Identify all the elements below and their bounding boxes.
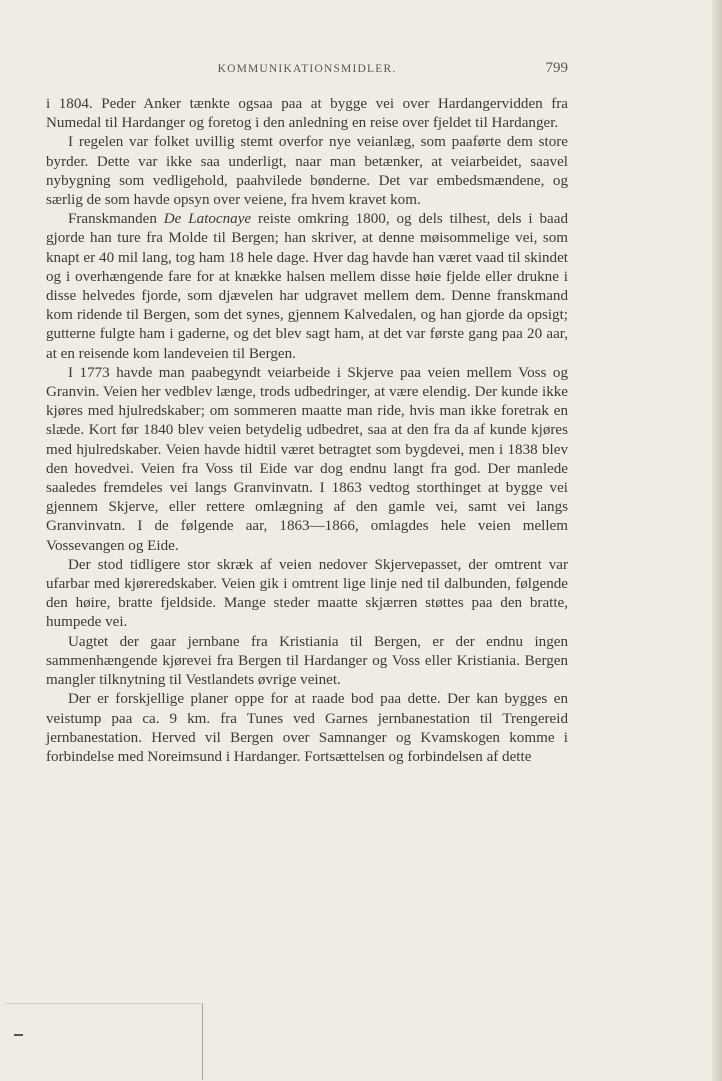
paragraph-7: Der er forskjellige planer oppe for at raade bod paa dette. Der kan bygges en veistump paa ca. 9 km. fra Tunes ved Garnes jernbanestation til Trengereid jernbanestation. Herved vil Bergen over Samnanger og Kvamskogen komme i forbindelse med Noreimsund i Hardanger. Fortsættelsen og forbindelsen af dette	[46, 691, 568, 765]
page-number: 799	[545, 60, 568, 76]
body-text	[46, 95, 568, 767]
running-title: KOMMUNIKATIONSMIDLER.	[217, 63, 397, 75]
paragraph-1: i 1804. Peder Anker tænkte ogsaa paa at bygge vei over Hardangervidden fra Numedal til Hardanger og foretog i den anledning en reise over fjeldet til Hardanger.	[46, 96, 568, 132]
page-edge	[712, 0, 722, 1081]
paragraph-3	[46, 210, 568, 364]
paragraph-5: Der stod tidligere stor skræk af veien nedover Skjervepasset, der omtrent var ufarbar med kjøreredskaber. Veien gik i omtrent lige linje ned til dalbunden, følgende den høire, bratte fjeldside. Mange steder maatte skjærren støttes paa den bratte, humpede vei.	[46, 556, 568, 631]
paragraph-2: I regelen var folket uvillig stemt overfor nye veianlæg, som paaførte dem store byrder. Dette var ikke saa underligt, naar man betænker, at veiarbeidet, saavel nybygning som vedligehold, paahvilede bønderne. Det var embedsmændene, og særlig de som havde opsyn over veiene, fra hvem kravet kom.	[46, 134, 568, 209]
paragraph-3-rest: reiste omkring 1800, og dels tilhest, dels i baad gjorde han ture fra Molde til Bergen; han skriver, at denne møisommelige vei, som knapt er 40 mil lang, tog ham 18 hele dage. Hver dag havde han været vaad til skindet og i overhængende fare for at knække halsen mellem disse høie fjelde eller drukne i disse helvedes fjorde, som djævelen har udgravet mellem dem. Denne franskmand kom ridende til Bergen, som det synes, gjennem Kalvedalen, og han gjorde da opsigt; gutterne fulgte ham i gaderne, og det blev sagt ham, at det var første gang paa 20 aar, at en reisende kom landeveien til Bergen.	[46, 211, 568, 362]
scan-corner-mark	[14, 1034, 23, 1036]
paragraph-3-start: Franskmanden	[68, 211, 164, 228]
author-name-italic: De Latocnaye	[163, 211, 252, 228]
paragraph-6: Uagtet der gaar jernbane fra Kristiania til Bergen, er der endnu ingen sammenhængende kjørevei fra Bergen til Hardanger og Voss eller Kristiania. Bergen mangler tilknytning til Vestlandets øvrige veinet.	[46, 633, 568, 689]
page-header	[46, 60, 568, 82]
scan-corner-box	[6, 1003, 203, 1080]
paragraph-4: I 1773 havde man paabegyndt veiarbeide i Skjerve paa veien mellem Voss og Granvin. Veien her vedblev længe, trods udbedringer, at være elendig. Der kunde ikke kjøres med hjulredskaber; om sommeren maatte man ride, hvis man ikke foretrak en slæde. Kort før 1840 blev veien betydelig udbedret, saa at den fra da af kunde kjøres med hjulredskaber. Veien havde hidtil været betragtet som bygdevei, men i 1838 blev den hovedvei. Veien fra Voss til Eide var dog endnu langt fra god. Der manlede saaledes fremdeles vei langs Granvinvatn. I 1863 vedtog storthinget at bygge vei gjennem Skjerve, eller rettere omlægning af den gamle vei, samt vei langs Granvinvatn. I de følgende aar, 1863—1866, omlagdes hele veien mellem Vossevangen og Eide.	[46, 364, 568, 554]
